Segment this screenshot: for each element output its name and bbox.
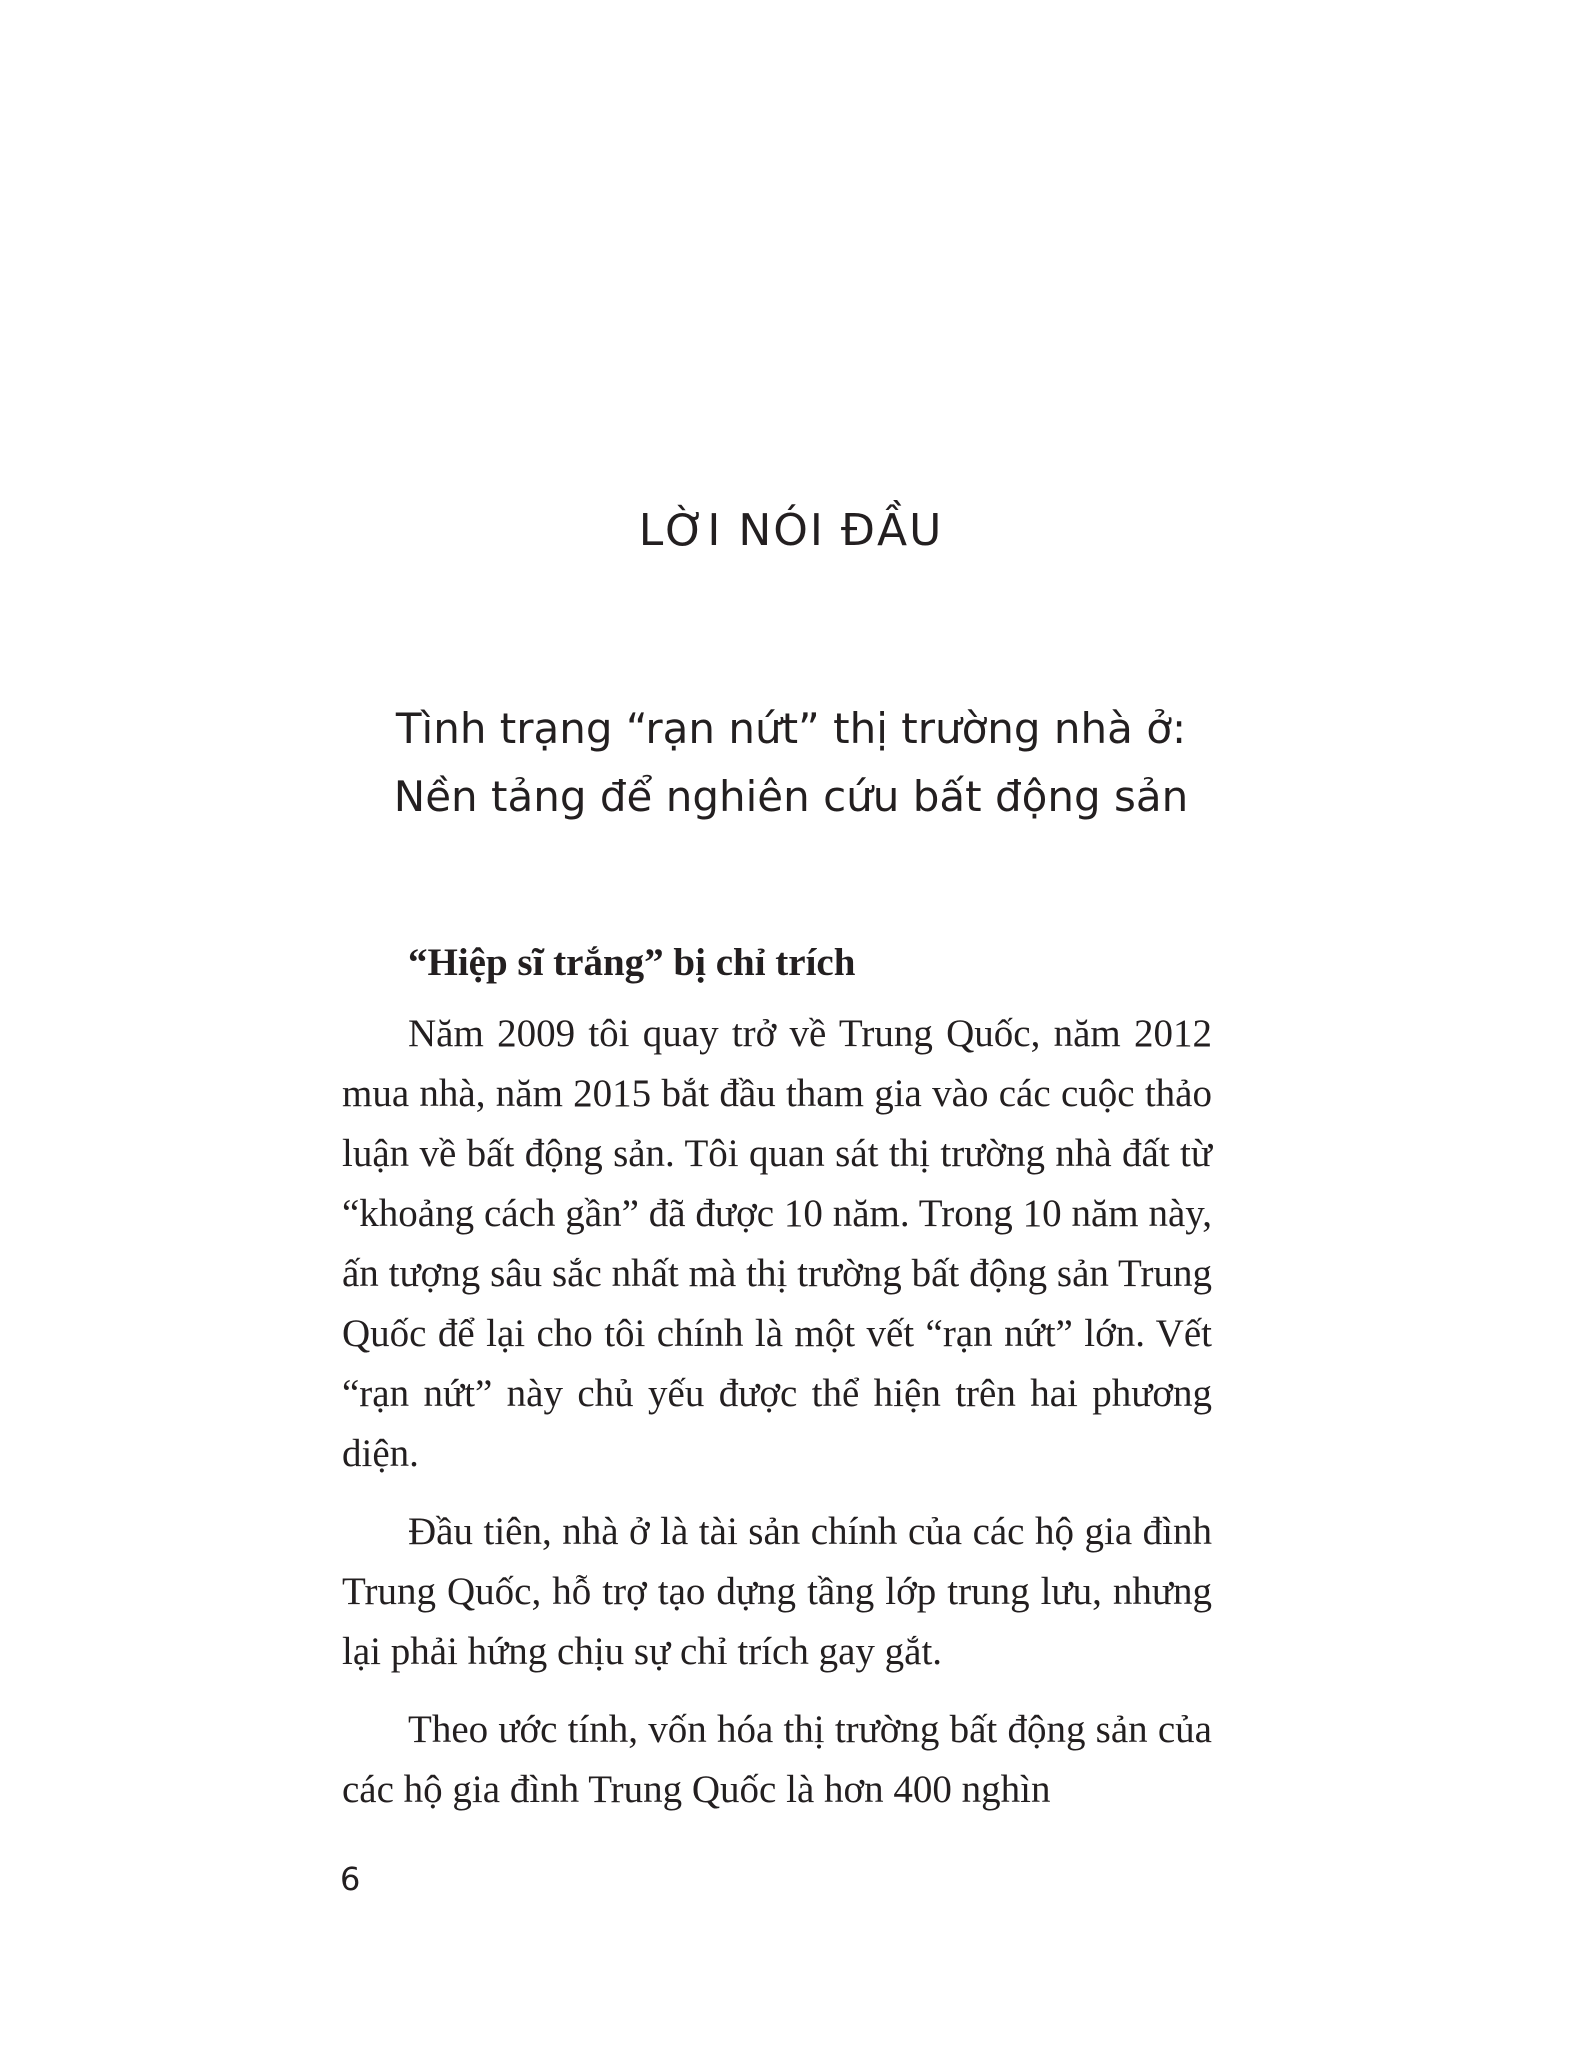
section-heading: “Hiệp sĩ trắng” bị chỉ trích — [408, 941, 856, 984]
subtitle-line-1: Tình trạng “rạn nứt” thị trường nhà ở: — [395, 704, 1187, 753]
page-number: 6 — [340, 1860, 361, 1898]
subtitle-line-2: Nền tảng để nghiên cứu bất động sản — [393, 772, 1189, 821]
chapter-subtitle — [0, 695, 1582, 831]
paragraph-3: Theo ước tính, vốn hóa thị trường bất động sản của các hộ gia đình Trung Quốc là hơn 400 nghìn — [342, 1708, 1212, 1811]
chapter-title: LỜI NÓI ĐẦU — [638, 505, 944, 556]
paragraph-2: Đầu tiên, nhà ở là tài sản chính của các hộ gia đình Trung Quốc, hỗ trợ tạo dựng tầng lớp trung lưu, nhưng lại phải hứng chịu sự chỉ trích gay gắt. — [342, 1510, 1212, 1673]
paragraph-1: Năm 2009 tôi quay trở về Trung Quốc, năm 2012 mua nhà, năm 2015 bắt đầu tham gia vào các cuộc thảo luận về bất động sản. Tôi quan sát thị trường nhà đất từ “khoảng cách gần” đã được 10 năm. Trong 10 năm này, ấn tượng sâu sắc nhất mà thị trường bất động sản Trung Quốc để lại cho tôi chính là một vết “rạn nứt” lớn. Vết “rạn nứt” này chủ yếu được thể hiện trên hai phương diện. — [342, 1012, 1212, 1475]
body-text — [342, 930, 1212, 1838]
